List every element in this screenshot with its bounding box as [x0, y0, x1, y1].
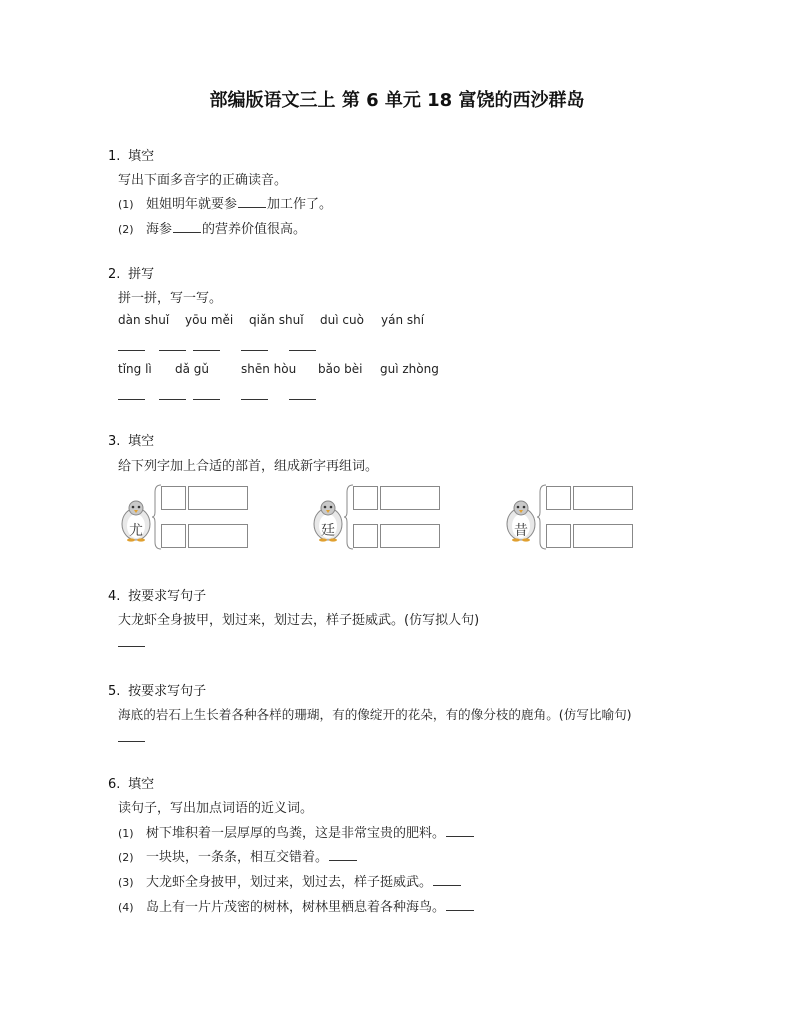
question-4-sentence: 大龙虾全身披甲，划过来，划过去，样子挺威武。(仿写拟人句) — [118, 613, 480, 628]
radical-box[interactable] — [546, 524, 571, 548]
answer-blank[interactable] — [446, 900, 474, 911]
answer-blank[interactable] — [173, 222, 201, 233]
answer-line[interactable] — [118, 350, 145, 351]
pinyin-item: yán shí — [381, 313, 425, 327]
penguin-icon — [310, 498, 346, 542]
question-1-item-1: (1) 姐姐明年就要参 加工作了。 — [118, 197, 333, 212]
question-5-header — [108, 680, 206, 699]
question-6-instruction: 读句子，写出加点词语的近义词。 — [118, 801, 314, 816]
pinyin-item: yōu měi — [185, 313, 234, 327]
answer-blank[interactable] — [238, 197, 266, 208]
answer-blank[interactable] — [446, 826, 474, 837]
base-character: 尤 — [129, 523, 143, 539]
question-type: 填空 — [128, 434, 155, 449]
radical-box[interactable] — [353, 524, 378, 548]
word-box[interactable] — [188, 486, 248, 510]
answer-line[interactable] — [118, 646, 145, 647]
pinyin-item: dàn shuǐ — [118, 313, 170, 327]
question-number: 6. — [108, 777, 121, 792]
answer-blank[interactable] — [329, 850, 357, 861]
question-type: 填空 — [128, 149, 155, 164]
radical-box[interactable] — [353, 486, 378, 510]
question-type: 填空 — [128, 777, 155, 792]
question-6-item-4: (4) 岛上有一片片茂密的树林，树林里栖息着各种海鸟。 — [118, 896, 475, 915]
question-1-header — [108, 145, 154, 164]
answer-line[interactable] — [159, 399, 186, 400]
answer-line[interactable] — [289, 399, 316, 400]
radical-box[interactable] — [546, 486, 571, 510]
page-title: 部编版语文三上 第 6 单元 18 富饶的西沙群岛 — [209, 90, 585, 111]
question-2-header — [108, 263, 154, 282]
pinyin-item: shēn hòu — [241, 362, 297, 376]
answer-line[interactable] — [241, 399, 268, 400]
answer-line[interactable] — [241, 350, 268, 351]
question-6-item-3: (3) 大龙虾全身披甲，划过来，划过去，样子挺威武。 — [118, 871, 462, 890]
question-2-instruction: 拼一拼，写一写。 — [118, 291, 223, 306]
pinyin-item: tǐng lì — [118, 362, 152, 376]
question-type: 按要求写句子 — [128, 684, 207, 699]
pinyin-item: duì cuò — [320, 313, 364, 327]
answer-blank[interactable] — [433, 875, 461, 886]
pinyin-item: bǎo bèi — [318, 362, 363, 376]
word-box[interactable] — [380, 524, 440, 548]
answer-line[interactable] — [118, 399, 145, 400]
question-number: 4. — [108, 589, 121, 604]
question-6-item-1: (1) 树下堆积着一层厚厚的鸟粪，这是非常宝贵的肥料。 — [118, 822, 475, 841]
pinyin-item: guì zhòng — [380, 362, 439, 376]
question-6-item-2: (2) 一块块，一条条，相互交错着。 — [118, 846, 358, 865]
question-number: 5. — [108, 684, 121, 699]
answer-line[interactable] — [118, 741, 145, 742]
pinyin-item: qiǎn shuǐ — [249, 313, 304, 327]
word-box[interactable] — [573, 486, 633, 510]
penguin-icon — [118, 498, 154, 542]
question-type: 按要求写句子 — [128, 589, 207, 604]
answer-line[interactable] — [193, 350, 220, 351]
word-box[interactable] — [380, 486, 440, 510]
answer-line[interactable] — [159, 350, 186, 351]
question-number: 2. — [108, 267, 121, 282]
answer-line[interactable] — [289, 350, 316, 351]
question-1-instruction: 写出下面多音字的正确读音。 — [118, 173, 288, 188]
question-number: 3. — [108, 434, 121, 449]
question-1-item-2: (2) 海参 的营养价值很高。 — [118, 222, 307, 237]
base-character: 昔 — [514, 523, 528, 539]
question-3-header — [108, 430, 154, 449]
question-5-sentence: 海底的岩石上生长着各种各样的珊瑚，有的像绽开的花朵，有的像分枝的鹿角。(仿写比喻句) — [118, 707, 632, 722]
question-6-header — [108, 773, 154, 792]
radical-box[interactable] — [161, 486, 186, 510]
radical-box[interactable] — [161, 524, 186, 548]
pinyin-item: dǎ gǔ — [175, 362, 210, 376]
word-box[interactable] — [188, 524, 248, 548]
penguin-icon — [503, 498, 539, 542]
question-number: 1. — [108, 149, 121, 164]
word-box[interactable] — [573, 524, 633, 548]
question-3-instruction: 给下列字加上合适的部首，组成新字再组词。 — [118, 459, 379, 474]
question-type: 拼写 — [128, 267, 155, 282]
question-4-header — [108, 585, 206, 604]
base-character: 廷 — [321, 523, 335, 539]
answer-line[interactable] — [193, 399, 220, 400]
